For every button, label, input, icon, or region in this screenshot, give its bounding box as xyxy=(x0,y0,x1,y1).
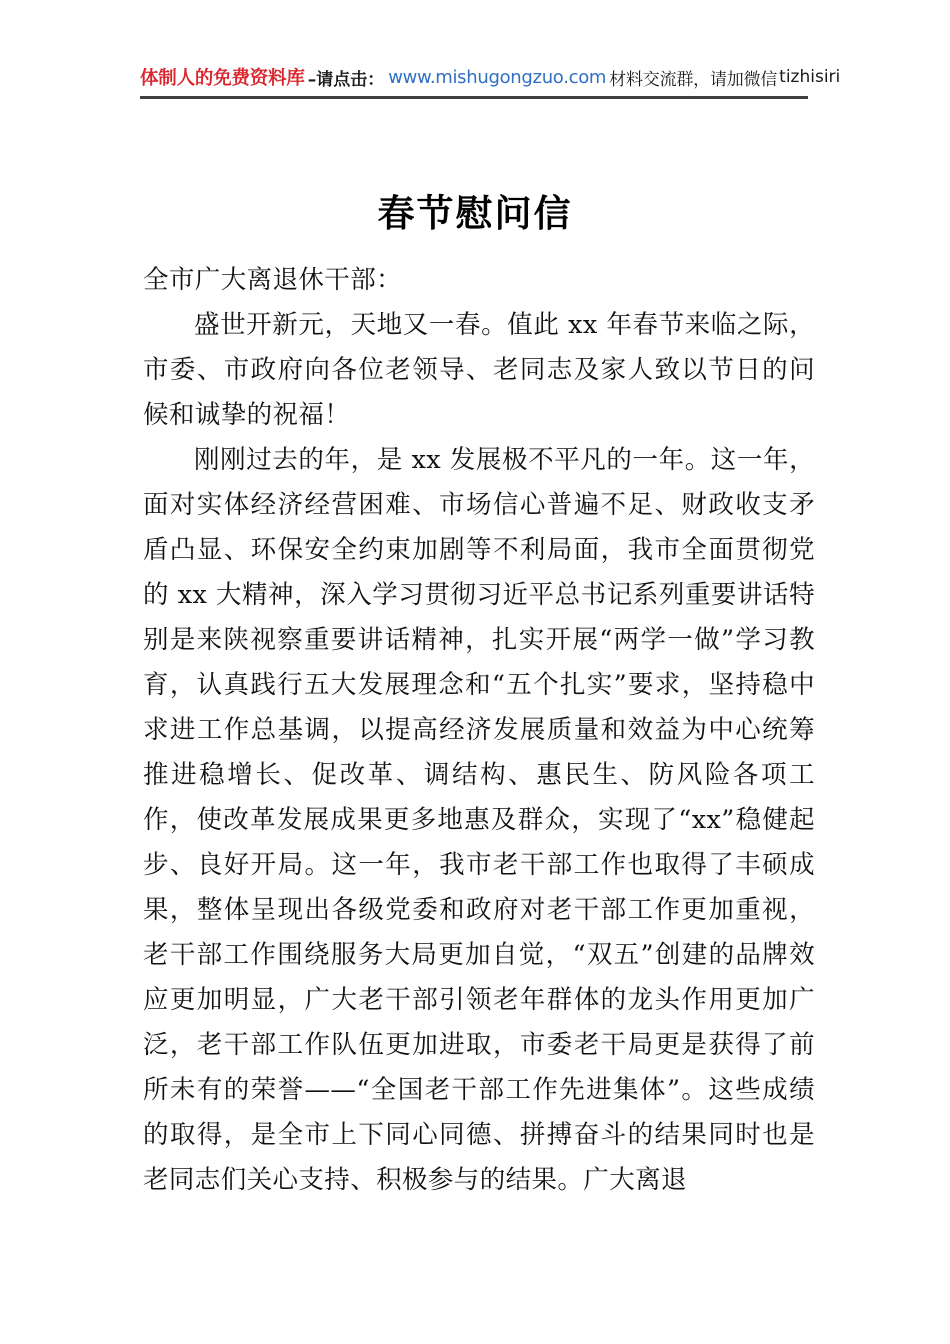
promo-wechat-id: tizhisiri xyxy=(779,67,841,87)
year-review-paragraph: 刚刚过去的年，是 xx 发展极不平凡的一年。这一年，面对实体经济经营困难、市场信心普遍不足、财政收支矛盾凸显、环保安全约束加剧等不利局面，我市全面贯彻党的 xx 大精神，深入学习贯彻习近平总书记系列重要讲话特别是来陕视察重要讲话精神，扎实开展“两学一做”学习教育，认真践行五大发展理念和“五个扎实”要求，坚持稳中求进工作总基调，以提高经济发展质量和效益为中心统筹推进稳增长、促改革、调结构、惠民生、防风险各项工作，使改革发展成果更多地惠及群众，实现了“xx”稳健起步、良好开局。这一年，我市老干部工作也取得了丰硕成果，整体呈现出各级党委和政府对老干部工作更加重视，老干部工作围绕服务大局更加自觉，“双五”创建的品牌效应更加明显，广大老干部引领老年群体的龙头作用更加广泛，老干部工作队伍更加进取，市委老干局更是获得了前所未有的荣誉——“全国老干部工作先进集体”。这些成绩的取得，是全市上下同心同德、拼搏奋斗的结果同时也是老同志们关心支持、积极参与的结果。广大离退 xyxy=(143,445,815,1195)
salutation-paragraph: 全市广大离退休干部： xyxy=(143,265,403,295)
document-title: 春节慰问信 xyxy=(377,190,573,235)
promo-brand-text: 体制人的免费资料库 xyxy=(140,68,305,89)
promo-header-banner xyxy=(140,60,841,94)
promo-url-link[interactable]: www.mishugongzuo.com xyxy=(388,66,607,88)
promo-click-prefix: –请点击： xyxy=(307,69,385,90)
document-body xyxy=(143,258,815,1203)
promo-tail-text: 材料交流群，请加微信 xyxy=(609,69,778,90)
header-divider-rule xyxy=(140,96,808,99)
greeting-paragraph: 盛世开新元，天地又一春。值此 xx 年春节来临之际，市委、市政府向各位老领导、老同志及家人致以节日的问候和诚挚的祝福！ xyxy=(143,310,815,430)
